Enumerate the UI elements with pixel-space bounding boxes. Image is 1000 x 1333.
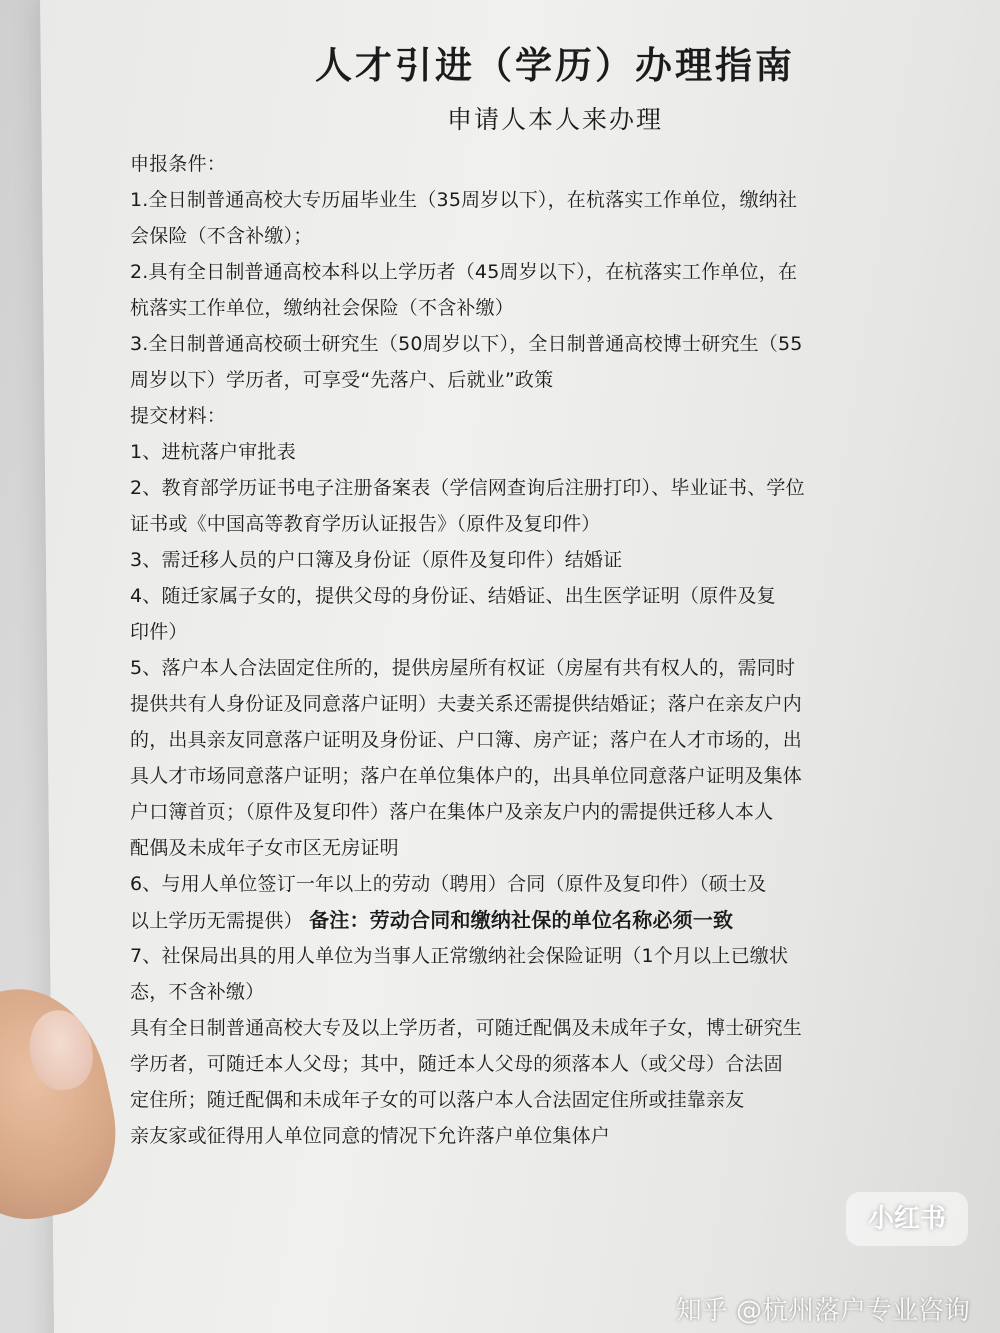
- condition-line: 1.全日制普通高校大专历届毕业生（35周岁以下），在杭落实工作单位，缴纳社: [130, 189, 798, 211]
- document-title: 人才引进（学历）办理指南: [315, 44, 795, 87]
- note-highlight: 备注：劳动合同和缴纳社保的单位名称必须一致: [309, 908, 734, 932]
- condition-line: 会保险（不含补缴）；: [130, 225, 313, 247]
- material-line: 的，出具亲友同意落户证明及身份证、户口簿、房产证；落户在人才市场的，出: [130, 729, 803, 751]
- section-heading-materials: 提交材料：: [130, 405, 227, 427]
- material-line: 提供共有人身份证及同意落户证明）夫妻关系还需提供结婚证；落户在亲友户内: [130, 693, 803, 715]
- material-line: 6、与用人单位签订一年以上的劳动（聘用）合同（原件及复印件）（硕士及: [130, 873, 767, 895]
- material-line: 态，不含补缴）: [130, 981, 265, 1003]
- document: [130, 40, 950, 1154]
- zhihu-watermark: 知乎 @杭州落户专业咨询: [675, 1296, 970, 1326]
- closing-line: 亲友家或征得用人单位同意的情况下允许落户单位集体户: [130, 1125, 611, 1147]
- xiaohongshu-watermark-badge: 小红书: [846, 1192, 968, 1246]
- material-line: 7、社保局出具的用人单位为当事人正常缴纳社会保险证明（1个月以上已缴状: [130, 945, 789, 967]
- material-line: 配偶及未成年子女市区无房证明: [130, 837, 399, 859]
- material-line: 3、需迁移人员的户口簿及身份证（原件及复印件）结婚证: [130, 549, 623, 571]
- material-line: 证书或《中国高等教育学历认证报告》（原件及复印件）: [130, 513, 601, 535]
- material-line-with-note: [130, 902, 950, 938]
- closing-line: 具有全日制普通高校大专及以上学历者，可随迁配偶及未成年子女，博士研究生: [130, 1017, 803, 1039]
- material-line: 1、进杭落户审批表: [130, 441, 296, 463]
- document-subtitle: 申请人本人来办理: [446, 105, 663, 134]
- material-line: 印件）: [130, 621, 188, 643]
- condition-line: 3.全日制普通高校硕士研究生（50周岁以下），全日制普通高校博士研究生（55: [130, 333, 803, 355]
- condition-line: 杭落实工作单位，缴纳社会保险（不含补缴）: [130, 297, 515, 319]
- material-line: 4、随迁家属子女的，提供父母的身份证、结婚证、出生医学证明（原件及复: [130, 585, 776, 607]
- closing-line: 学历者，可随迁本人父母；其中，随迁本人父母的须落本人（或父母）合法固: [130, 1053, 783, 1075]
- material-line-prefix: 以上学历无需提供）: [130, 910, 303, 932]
- material-line: 具人才市场同意落户证明；落户在单位集体户的，出具单位同意落户证明及集体: [130, 765, 803, 787]
- material-line: 户口簿首页；（原件及复印件）落户在集体户及亲友户内的需提供迁移人本人: [130, 801, 774, 823]
- section-heading-conditions: 申报条件：: [130, 153, 227, 175]
- closing-line: 定住所；随迁配偶和未成年子女的可以落户本人合法固定住所或挂靠亲友: [130, 1089, 745, 1111]
- material-line: 5、落户本人合法固定住所的，提供房屋所有权证（房屋有共有权人的，需同时: [130, 657, 796, 679]
- material-line: 2、教育部学历证书电子注册备案表（学信网查询后注册打印）、毕业证书、学位: [130, 477, 805, 499]
- condition-line: 2.具有全日制普通高校本科以上学历者（45周岁以下），在杭落实工作单位，在: [130, 261, 798, 283]
- condition-line: 周岁以下）学历者，可享受“先落户、后就业”政策: [130, 369, 554, 391]
